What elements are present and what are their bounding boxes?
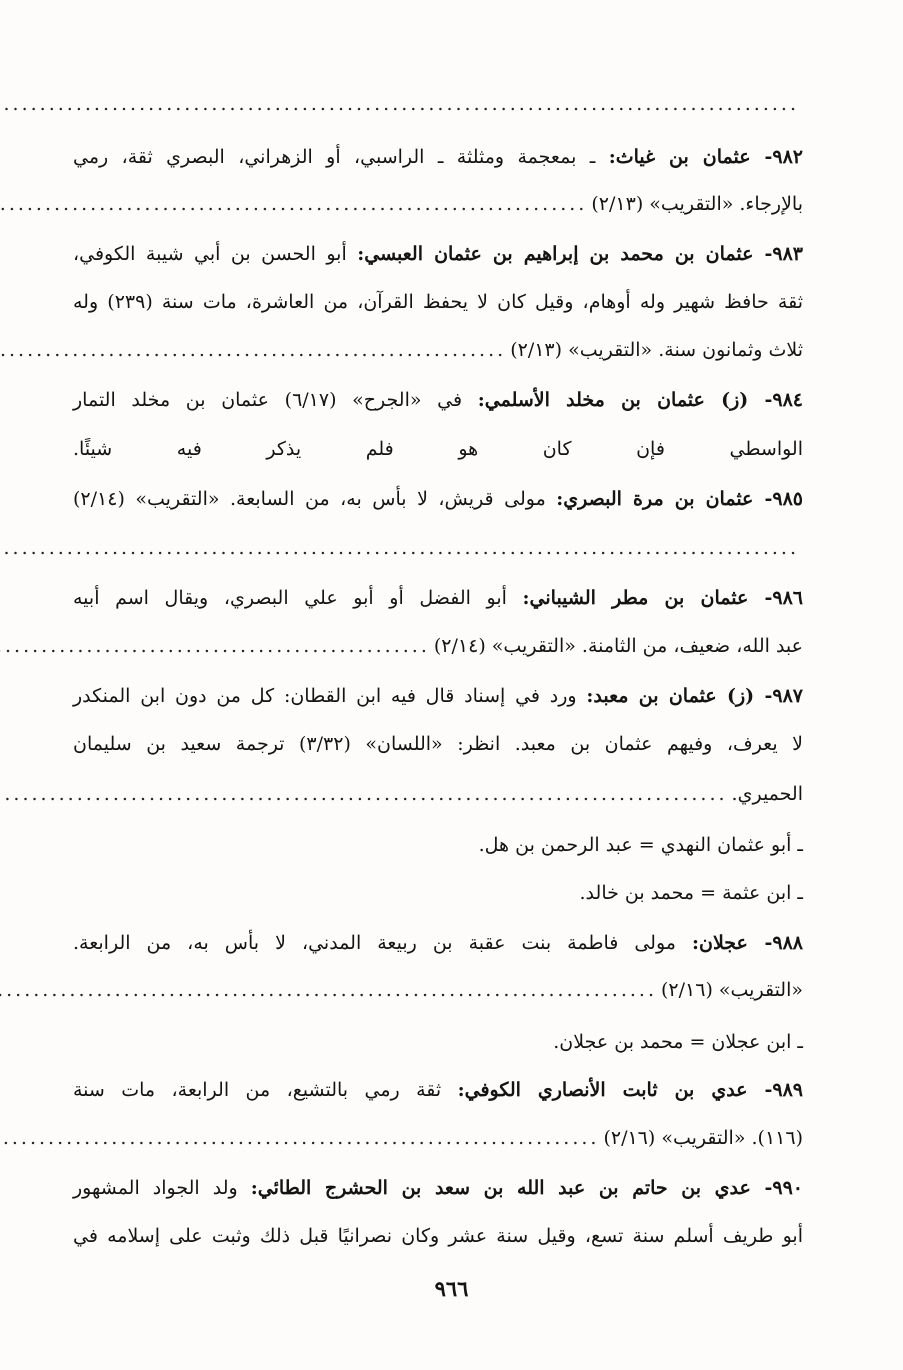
text-line [73,333,803,367]
line-text: ثقة حافظ شهير وله أوهام، وقيل كان لا يحفظ القرآن، من العاشرة، مات سنة (٢٣٩) وله [73,291,803,313]
text-line [73,973,803,1007]
cross-reference: ـ ابن عجلان = محمد بن عجلان. [553,1031,803,1053]
entry-text: ولد الجواد المشهور [73,1177,251,1199]
cross-reference: ـ ابن عثمة = محمد بن خالد. [579,882,803,904]
text-line [73,777,803,811]
entry-heading: ٩٨٦- عثمان بن مطر الشيباني: [522,587,803,609]
text-line [73,1171,803,1205]
entry-heading: ٩٨٢- عثمان بن غياث: [608,146,804,168]
text-line [73,285,803,319]
dot-leader [0,973,657,1007]
text-line [73,140,803,174]
text-line [73,926,803,960]
entry-text: مولى قريش، لا بأس به، من السابعة. «التقريب» (٢/١٤) [73,488,557,510]
text-line [73,482,803,516]
text-line [73,1073,803,1107]
text-line [73,679,803,713]
line-text: عبد الله، ضعيف، من الثامنة. «التقريب» (٢/١٤) [433,635,803,657]
entry-heading: ٩٨٩- عدي بن ثابت الأنصاري الكوفي: [457,1079,803,1101]
entry-heading: ٩٨٨- عجلان: [691,932,803,954]
text-line [73,531,803,565]
dot-leader [0,629,430,663]
entry-heading: ٩٨٥- عثمان بن مرة البصري: [556,488,803,510]
line-text: بالإرجاء. «التقريب» (٢/١٣) [591,193,803,215]
text-line [73,581,803,615]
text-line [73,1121,803,1155]
cross-reference: ـ أبو عثمان النهدي = عبد الرحمن بن هل. [478,834,803,856]
page-number: ٩٦٦ [434,1276,469,1301]
entry-heading: ٩٨٤- (ز) عثمان بن مخلد الأسلمي: [477,389,804,411]
entry-text: في «الجرح» (٦/١٧) عثمان بن مخلد التمار [73,389,478,411]
line-text: الواسطي فإن كان هو فلم يذكر فيه شيئًا. [73,438,803,460]
text-line [73,187,803,221]
entry-text: ـ بمعجمة ومثلثة ـ الراسبي، أو الزهراني، البصري ثقة، رمي [73,146,609,168]
text-line [73,876,803,910]
text-line [73,1219,803,1253]
text-line [73,432,803,466]
entry-heading: ٩٩٠- عدي بن حاتم بن عبد الله بن سعد بن الحشرج الطائي: [250,1177,803,1199]
line-text: (١١٦). «التقريب» (٢/١٦) [603,1127,803,1149]
text-line [73,383,803,417]
line-text: الحميري. [731,783,803,805]
text-line [73,629,803,663]
entry-text: ثقة رمي بالتشيع، من الرابعة، مات سنة [73,1079,458,1101]
entry-text: ورد في إسناد قال فيه ابن القطان: كل من دون ابن المنكدر [73,685,587,707]
entry-text: أبو الفضل أو أبو علي البصري، ويقال اسم أبيه [73,587,523,609]
entry-text: أبو الحسن بن أبي شيبة الكوفي، [73,243,358,265]
text-line [73,237,803,271]
entry-text: مولى فاطمة بنت عقبة بن ربيعة المدني، لا بأس به، من الرابعة. [73,932,692,954]
text-line [73,1025,803,1059]
dot-leader [0,333,506,367]
line-text: لا يعرف، وفيهم عثمان بن معبد. انظر: «اللسان» (٣/٣٢) ترجمة سعيد بن سليمان [73,733,803,755]
dot-leader [0,87,799,121]
text-line [73,87,803,121]
dot-leader [0,531,799,565]
dot-leader [0,777,728,811]
dot-leader [0,1121,599,1155]
line-text: أبو طريف أسلم سنة تسع، وقيل سنة عشر وكان نصرانيًا قبل ذلك وثبت على إسلامه في [73,1225,803,1247]
text-line [73,828,803,862]
dot-leader [0,187,587,221]
line-text: «التقريب» (٢/١٦) [661,979,803,1001]
entry-heading: ٩٨٣- عثمان بن محمد بن إبراهيم بن عثمان العبسي: [357,243,804,265]
line-text: ثلاث وثمانون سنة. «التقريب» (٢/١٣) [510,339,803,361]
entry-heading: ٩٨٧- (ز) عثمان بن معبد: [586,685,803,707]
text-line [73,727,803,761]
